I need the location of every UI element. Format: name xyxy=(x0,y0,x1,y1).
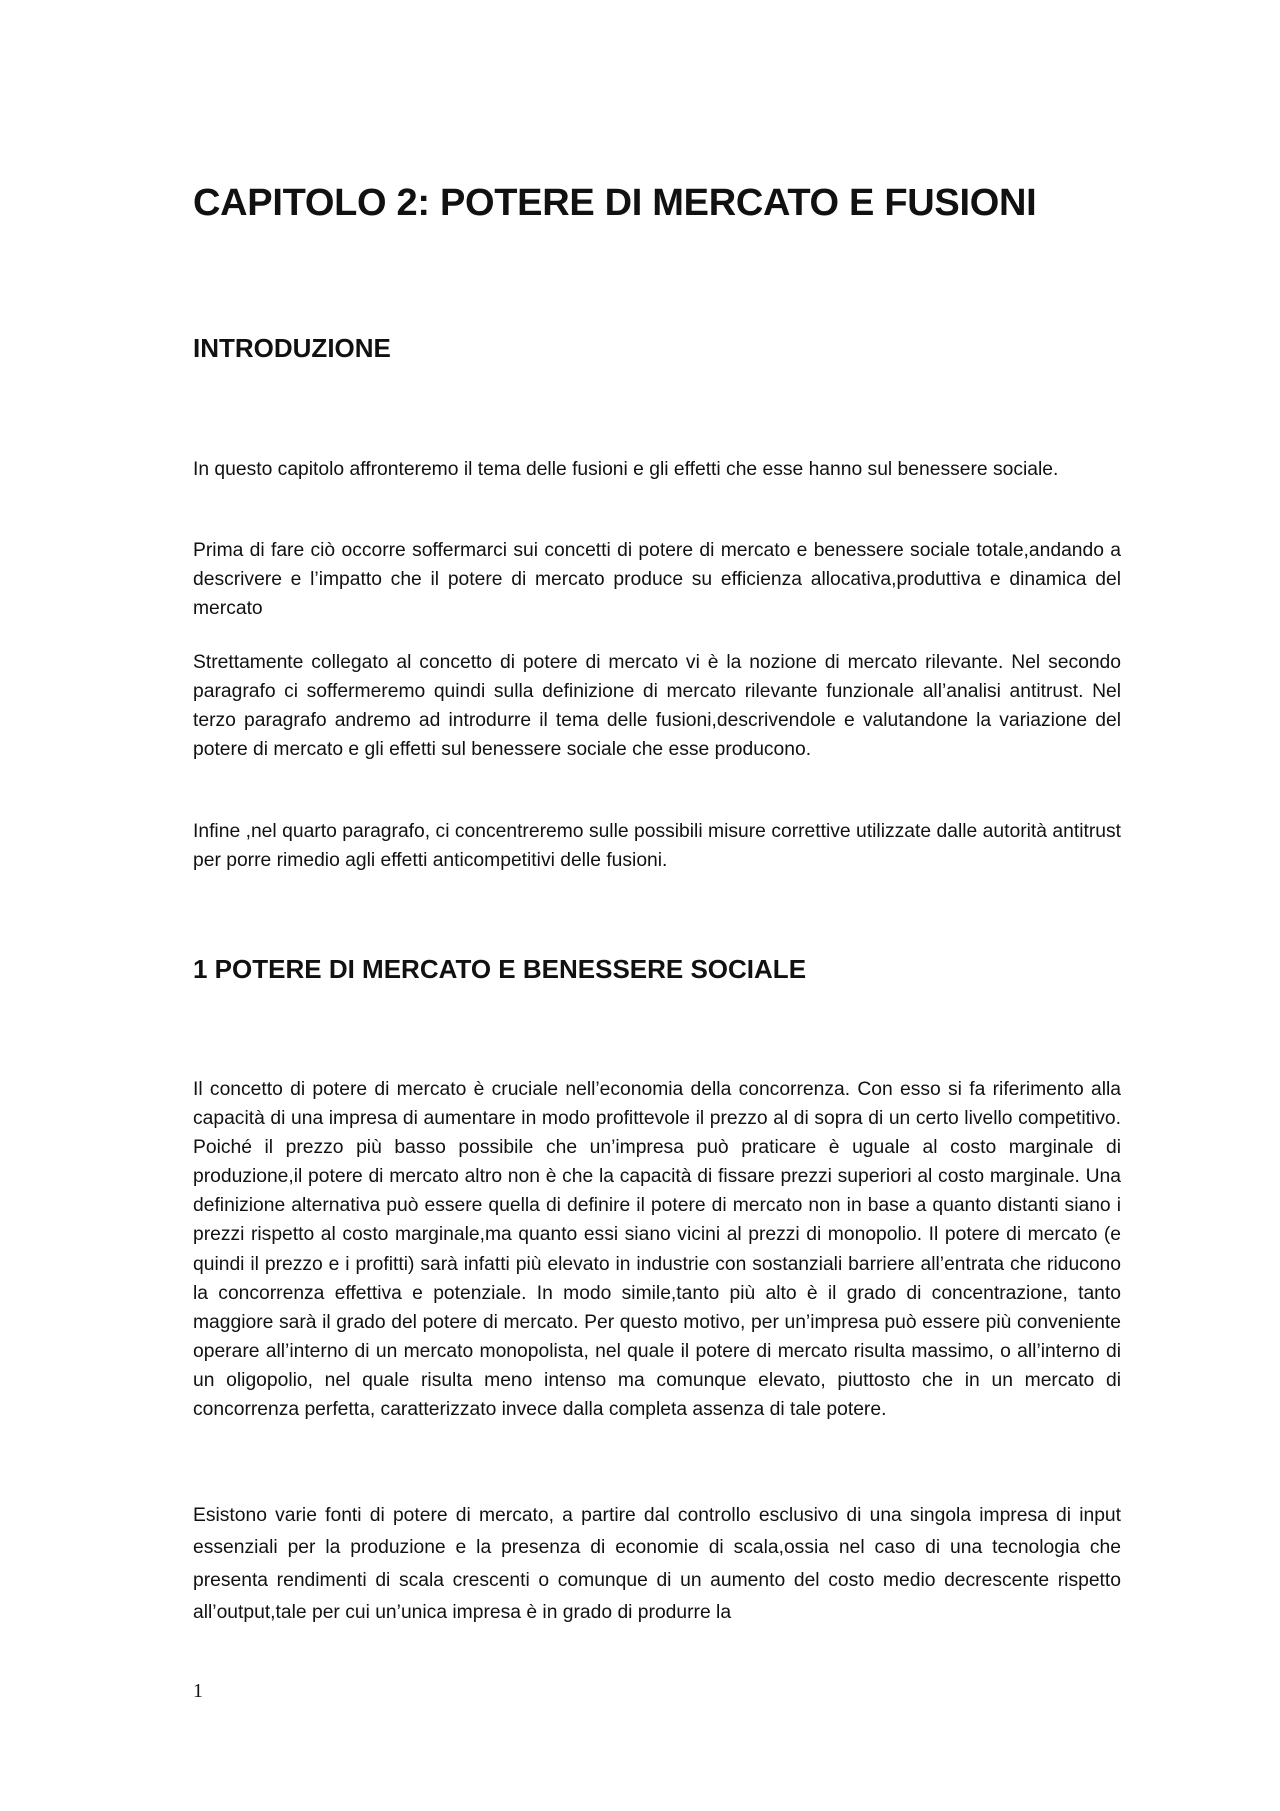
chapter-title: CAPITOLO 2: POTERE DI MERCATO E FUSIONI xyxy=(193,182,1037,224)
introduction-paragraph-3: Strettamente collegato al concetto di potere di mercato vi è la nozione di mercato rilevante. Nel secondo paragrafo ci soffermeremo quindi sulla definizione di mercato rilevante funzionale all’analisi antitrust. Nel terzo paragrafo andremo ad introdurre il tema delle fusioni,descrivendole e valutandone la variazione del potere di mercato e gli effetti sul benessere sociale che esse producono. xyxy=(193,652,1121,761)
section-1-paragraph-1: Il concetto di potere di mercato è cruciale nell’economia della concorrenza. Con esso si fa riferimento alla capacità di una impresa di aumentare in modo profittevole il prezzo al di sopra di un certo livello competitivo. Poiché il prezzo più basso possibile che un’impresa può praticare è uguale al costo marginale di produzione,il potere di mercato altro non è che la capacità di fissare prezzi superiori al costo marginale. Una definizione alternativa può essere quella di definire il potere di mercato non in base a quanto distanti siano i prezzi rispetto al costo marginale,ma quanto essi siano vicini al prezzi di monopolio. Il potere di mercato (e quindi il prezzo e i profitti) sarà infatti più elevato in industrie con sostanziali barriere all’entrata che riducono la concorrenza effettiva e potenziale. In modo simile,tanto più alto è il grado di concentrazione, tanto maggiore sarà il grado del potere di mercato. Per questo motivo, per un’impresa può essere più conveniente operare all’interno di un mercato monopolista, nel quale il potere di mercato risulta massimo, o all’interno di un oligopolio, nel quale risulta meno intenso ma comunque elevato, piuttosto che in un mercato di concorrenza perfetta, caratterizzato invece dalla completa assenza di tale potere. xyxy=(193,1079,1121,1421)
introduction-paragraph-4: Infine ,nel quarto paragrafo, ci concentreremo sulle possibili misure correttive utilizzate dalle autorità antitrust per porre rimedio agli effetti anticompetitivi delle fusioni. xyxy=(193,821,1121,872)
section-1-paragraph-2: Esistono varie fonti di potere di mercato, a partire dal controllo esclusivo di una singola impresa di input essenziali per la produzione e la presenza di economie di scala,ossia nel caso di una tecnologia che presenta rendimenti di scala crescenti o comunque di un aumento del costo medio decrescente rispetto all’output,tale per cui un’unica impresa è in grado di produrre la xyxy=(193,1505,1121,1624)
introduction-paragraph-1: In questo capitolo affronteremo il tema delle fusioni e gli effetti che esse hanno sul benessere sociale. xyxy=(193,459,1059,480)
page-number: 1 xyxy=(193,1680,203,1702)
introduction-paragraph-2: Prima di fare ciò occorre soffermarci sui concetti di potere di mercato e benessere sociale totale,andando a descrivere e l’impatto che il potere di mercato produce su efficienza allocativa,produttiva e dinamica del mercato xyxy=(193,540,1121,620)
introduction-heading: INTRODUZIONE xyxy=(193,333,391,363)
section-1-heading: 1 POTERE DI MERCATO E BENESSERE SOCIALE xyxy=(193,954,807,984)
